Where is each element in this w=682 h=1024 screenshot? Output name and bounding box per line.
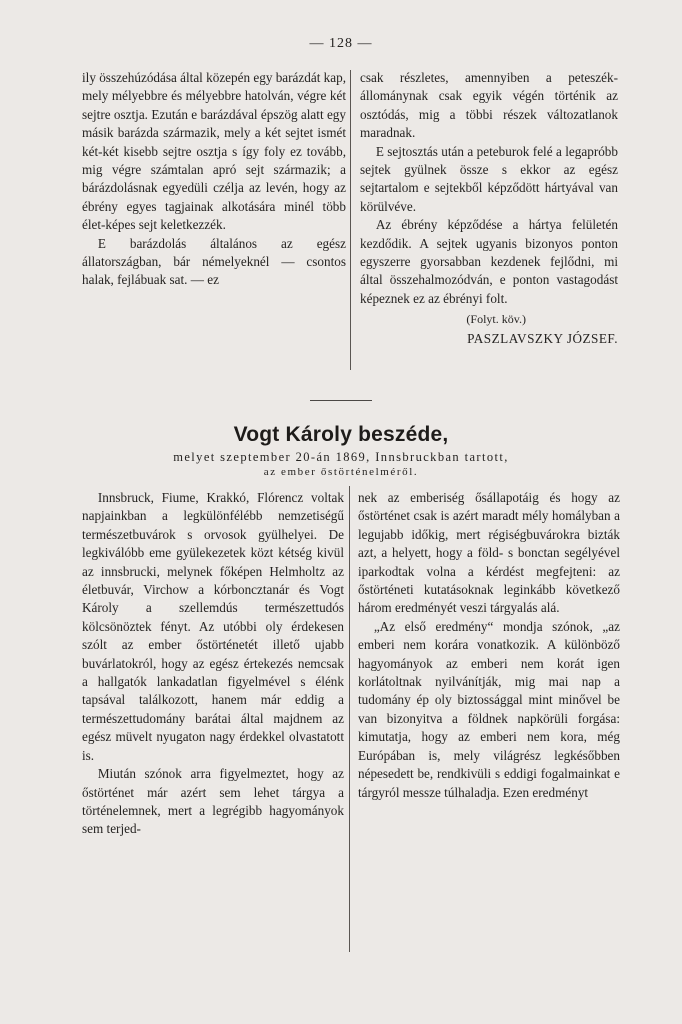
paragraph: Miután szónok arra figyelmeztet, hogy az őstörténet már azért sem lehet tárgya a történelemnek, mert a legrégibb hagyományok sem terjed-	[82, 766, 344, 837]
continuation-note: (Folyt. köv.)	[466, 312, 526, 327]
column-divider	[349, 486, 350, 952]
page-number: — 128 —	[309, 36, 373, 51]
paragraph: csak részletes, amennyiben a peteszék-állománynak csak egyik végén történik az osztódás, mig a többi részek változatlanok maradnak.	[360, 70, 618, 141]
paragraph: E sejtosztás után a peteburok felé a legapróbb sejtek gyülnek össze s ekkor az egész sejtartalom e sejtekből képződött hártyával van körülvéve.	[360, 143, 618, 214]
article-subtitle: melyet szeptember 20-án 1869, Innsbruckban tartott,	[173, 450, 509, 464]
article-subtitle-topic: az ember őstörténelméről.	[263, 466, 419, 478]
paragraph: nek az emberiség ősállapotáig és hogy az őstörténet csak is azért maradt mély homályban a legujabb időkig, mert régiségbuvárokra bizták azt, a helyett, hogy a föld- s bonctan segélyével iparkodtak volna a kérdést megfejteni: az őstörténeti kutatásoknak leginkább következő három eredményét veszi tárgyalás alá.	[358, 490, 620, 616]
paragraph: Innsbruck, Fiume, Krakkó, Flórencz voltak napjainkban a legkülönfélébb nemzetiségű természetbuvárok s orvosok gyülhelyei. De legkiválóbb eme gyülekezetek közt kétség kivül az innsbrucki, melynek főképen Helmholtz az életbuvár, Virchow a kórboncztanár és Vogt Károly a szellemdús természettudós kölcsönöztek fényt. Az utóbbi oly érdekesen szólt az ember őstörténetét illető ujabb buvárlatokról, hogy az egész értekezés nemcsak a hallgatók lankadatlan figyelmével s élénk tapsával találkozott, hanem már eddig a természettudomány barátai által majdnem az egész müvelt nyugaton nagy érdekkel olvastatott is.	[82, 490, 344, 763]
paragraph: Az ébrény képződése a hártya felületén kezdődik. A sejtek ugyanis bizonyos ponton egyszerre gyorsabban kezdenek fejlődni, mi által összehalmozódván, e ponton vastagodást képeznek ez az ébrényi folt.	[360, 217, 618, 306]
top-right-column	[360, 69, 618, 348]
bottom-left-column	[82, 489, 344, 839]
paragraph: „Az első eredmény“ mondja szónok, „az emberi nem korára vonatkozik. A különböző hagyományok az emberi nem korát igen korlátoltnak nyilvánítják, mig mai nap a tudomány ép oly biztossággal mint minővel be van bizonyitva a földnek napkörüli forgása: kimutatja, hogy az emberi nem kora, még Európában is, mely világrész legkésőbben népesedett be, rendkivüli s eddigi fogalmainkat e tárgyról messze túlhaladja. Ezen eredményt	[358, 618, 620, 800]
author-signature: PASZLAVSZKY JÓZSEF.	[467, 330, 618, 346]
paragraph: E barázdolás általános az egész állatországban, bár némelyeknél — csontos halak, fejlábuak sat. — ez	[82, 235, 346, 288]
paragraph: ily összehúzódása által közepén egy barázdát kap, mely mélyebbre és mélyebbre hatolván, végre két sejtre osztja. Ezután e barázdával épszög alatt egy másik barázda származik, mely a két sejtet ismét két-két kisebb sejtre osztja s így foly ez tovább, mig végre számtalan apró sejt származik; a bárázdolásnak egyedüli czélja az levén, hogy az ébrény egyes tagjainak alkotására minél több élet-képes sejt keletkezzék.	[82, 70, 347, 233]
top-left-column	[82, 69, 346, 290]
bottom-right-column	[358, 489, 620, 802]
article-title: Vogt Károly beszéde,	[233, 423, 449, 446]
column-divider	[350, 70, 351, 370]
section-separator	[310, 400, 372, 401]
